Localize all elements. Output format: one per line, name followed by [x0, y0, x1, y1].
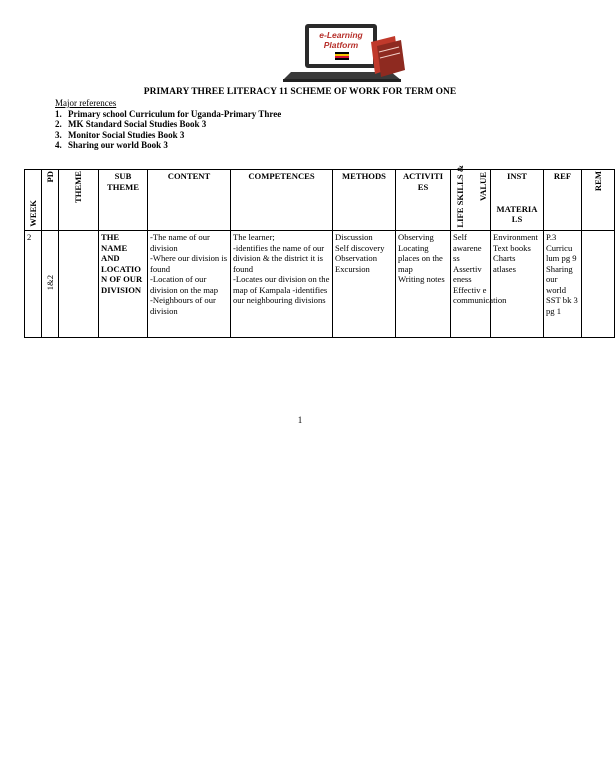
header-inst-materials: [491, 170, 544, 231]
laptop-books-icon: [283, 22, 413, 84]
cell-inst-materials: Environment Text books Charts atlases: [491, 231, 544, 338]
page-number: 1: [297, 415, 303, 425]
e-learning-platform-logo: [283, 22, 413, 84]
header-value: VALUE: [477, 172, 488, 201]
page-title: PRIMARY THREE LITERACY 11 SCHEME OF WORK FOR TERM ONE: [143, 87, 457, 97]
header-week: WEEK: [25, 170, 42, 231]
header-materials: MATERIA LS: [496, 203, 538, 224]
cell-content: -The name of our division -Where our division is found -Location of our division on the map -Neighbours of our division: [148, 231, 231, 338]
cell-rem: [582, 231, 615, 338]
cell-week: 2: [25, 231, 42, 338]
header-pd: PD: [42, 170, 59, 231]
cell-ref: P.3 Curricu lum pg 9 Sharing our world SST bk 3 pg 1: [544, 231, 582, 338]
reference-item: 4. Sharing our world Book 3: [55, 140, 168, 150]
header-ref: REF: [544, 170, 582, 231]
reference-item: 1. Primary school Curriculum for Uganda-Primary Three: [55, 108, 282, 119]
header-inst: INST: [506, 171, 528, 181]
header-sub-theme: SUB THEME: [99, 170, 148, 231]
reference-item: 3. Monitor Social Studies Book 3: [55, 129, 185, 140]
scheme-of-work-table: [24, 165, 615, 338]
header-row: [25, 170, 615, 231]
table-row: [25, 231, 615, 338]
cell-activities: Observing Locating places on the map Writing notes: [396, 231, 451, 338]
reference-item: 2. MK Standard Social Studies Book 3: [55, 119, 207, 129]
cell-methods: Discussion Self discovery Observation Excursion: [333, 231, 396, 338]
cell-competences: The learner; -identifies the name of our division & the district it is found -Locates our division on the map of Kampala -identifies our neighbouring divisions: [231, 231, 333, 338]
header-rem: REM: [582, 170, 615, 231]
header-theme: THEME: [59, 170, 99, 231]
header-life-skills: LIFE SKILLS &: [455, 165, 465, 228]
logo-text-line1: e-Learning: [319, 30, 363, 40]
major-references: [55, 98, 281, 151]
cell-theme: [59, 231, 99, 338]
header-life-skills-value: [451, 165, 491, 231]
cell-life-skills: Self awarene ss Assertiv eness Effectiv e communication: [451, 231, 491, 338]
cell-pd: 1&2: [42, 231, 59, 338]
header-content: CONTENT: [148, 170, 231, 231]
logo-text-line2: Platform: [323, 40, 359, 50]
header-activities: ACTIVITI ES: [396, 170, 451, 231]
references-list: [55, 109, 281, 151]
references-heading: Major references: [55, 98, 117, 108]
cell-sub-theme: THE NAME AND LOCATIO N OF OUR DIVISION: [99, 231, 148, 338]
header-competences: COMPETENCES: [231, 170, 333, 231]
header-methods: METHODS: [333, 170, 396, 231]
